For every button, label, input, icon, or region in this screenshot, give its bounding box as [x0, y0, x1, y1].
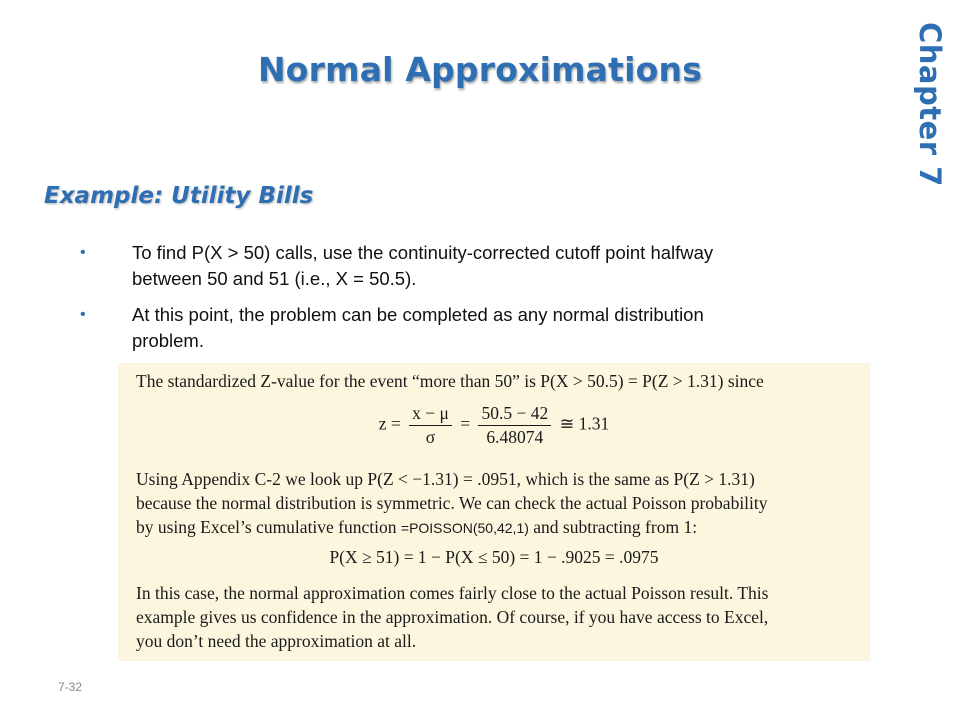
- excerpt-text: and subtracting from 1:: [528, 517, 698, 537]
- slide-title: Normal Approximations: [257, 50, 703, 89]
- excerpt-line: [136, 515, 866, 541]
- formula-lhs: z =: [378, 413, 401, 434]
- chapter-label: [898, 14, 960, 194]
- bullet-text-line: problem.: [132, 330, 204, 351]
- bullet-item: [80, 240, 890, 292]
- fraction-numerator: x − μ: [409, 403, 452, 426]
- fraction-values: [478, 403, 551, 448]
- bullet-dot-icon: •: [80, 244, 86, 261]
- excerpt-line: Using Appendix C-2 we look up P(Z < −1.31) = .0951, which is the same as P(Z > 1.31): [136, 469, 755, 489]
- chapter-label-text: Chapter 7: [913, 21, 947, 187]
- z-formula: [118, 403, 870, 448]
- fraction-z: [409, 403, 452, 448]
- excerpt-text: by using Excel’s cumulative function: [136, 517, 401, 537]
- bullet-text-line: At this point, the problem can be completed as any normal distribution: [132, 304, 704, 325]
- bullet-list: [80, 240, 890, 364]
- bullet-dot-icon: •: [80, 306, 86, 323]
- excel-function: =POISSON(50,42,1): [400, 520, 529, 536]
- poisson-equation: P(X ≥ 51) = 1 − P(X ≤ 50) = 1 − .9025 = .0975: [329, 547, 659, 567]
- bullet-item: [80, 302, 890, 354]
- formula-equals: =: [460, 413, 471, 434]
- excerpt-line: example gives us confidence in the approximation. Of course, if you have access to Excel,: [136, 607, 769, 627]
- page-number: 7-32: [58, 680, 83, 694]
- excerpt-line: because the normal distribution is symmetric. We can check the actual Poisson probability: [136, 493, 768, 513]
- bullet-text-line: between 50 and 51 (i.e., X = 50.5).: [132, 268, 417, 289]
- fraction-denominator: 6.48074: [486, 427, 544, 447]
- textbook-excerpt: [118, 363, 870, 661]
- bullet-text-line: To find P(X > 50) calls, use the continuity-corrected cutoff point halfway: [132, 242, 714, 263]
- excerpt-line: In this case, the normal approximation comes fairly close to the actual Poisson result. This: [136, 583, 769, 603]
- fraction-denominator: σ: [425, 427, 436, 447]
- excerpt-line: you don’t need the approximation at all.: [136, 631, 417, 651]
- fraction-numerator: 50.5 − 42: [478, 403, 551, 426]
- excerpt-line: The standardized Z-value for the event “more than 50” is P(X > 50.5) = P(Z > 1.31) since: [136, 371, 764, 391]
- example-heading: Example: Utility Bills: [44, 183, 314, 209]
- formula-result: ≅ 1.31: [559, 413, 610, 434]
